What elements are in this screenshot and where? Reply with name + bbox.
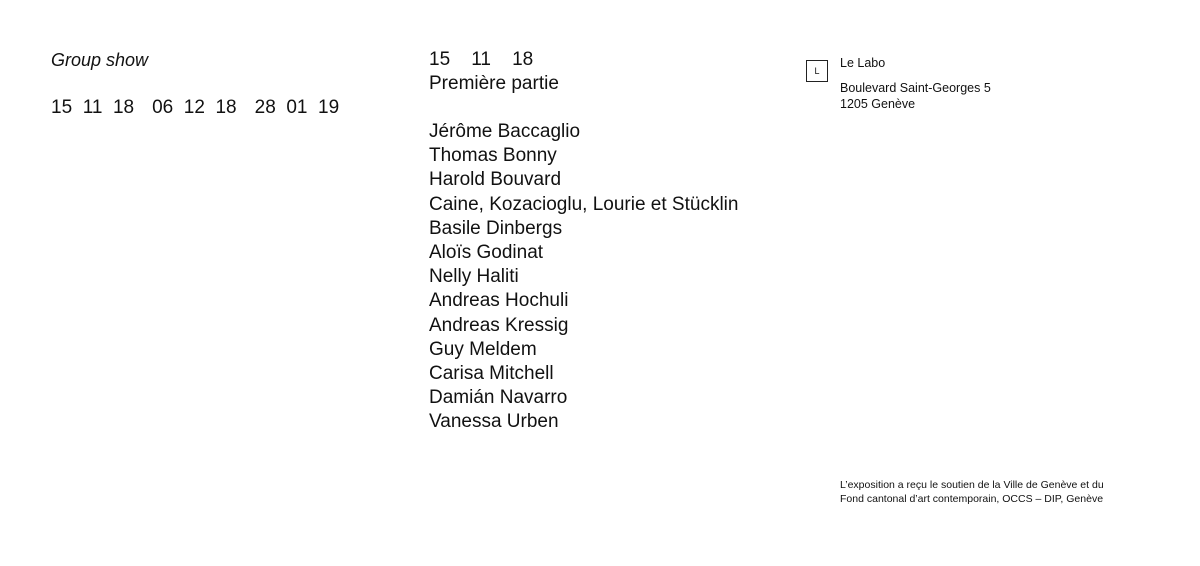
credits-line-2: Fond cantonal d’art contemporain, OCCS – DIP, Genève bbox=[840, 493, 1104, 505]
artist-name: Damián Navarro bbox=[429, 387, 568, 409]
part-one-title: Première partie bbox=[429, 73, 559, 94]
support-credits bbox=[840, 478, 1160, 506]
part-one-section bbox=[429, 48, 738, 435]
venue-logo: L bbox=[806, 60, 828, 82]
artist-name: Aloïs Godinat bbox=[429, 242, 544, 264]
credits-line-1: L’exposition a reçu le soutien de la Ville de Genève et du bbox=[840, 479, 1104, 491]
exhibition-dates bbox=[51, 96, 339, 120]
date-part-3: 28 01 19 bbox=[254, 97, 340, 118]
artist-name: Jérôme Baccaglio bbox=[429, 121, 581, 142]
artist-name: Vanessa Urben bbox=[429, 411, 559, 433]
artist-name: Andreas Kressig bbox=[429, 314, 569, 336]
artist-name: Guy Meldem bbox=[429, 338, 537, 360]
part-one-date: 15 11 18 bbox=[429, 49, 534, 70]
artist-list bbox=[429, 120, 738, 435]
artist-name: Nelly Haliti bbox=[429, 266, 519, 288]
exhibition-kicker: Group show bbox=[51, 50, 149, 70]
artist-name: Caine, Kozacioglu, Lourie et Stücklin bbox=[429, 193, 739, 215]
address-street: Boulevard Saint-Georges 5 bbox=[840, 81, 991, 95]
artist-name: Andreas Hochuli bbox=[429, 290, 569, 312]
exhibition-summary bbox=[51, 48, 339, 120]
artist-name: Carisa Mitchell bbox=[429, 363, 554, 385]
address-city: 1205 Genève bbox=[840, 97, 916, 111]
venue-address bbox=[840, 80, 991, 112]
venue-name: Le Labo bbox=[840, 56, 886, 70]
artist-name: Thomas Bonny bbox=[429, 145, 557, 167]
artist-name: Harold Bouvard bbox=[429, 169, 562, 191]
date-part-1: 15 11 18 bbox=[51, 97, 135, 118]
date-part-2: 06 12 18 bbox=[152, 97, 237, 118]
artist-name: Basile Dinbergs bbox=[429, 217, 563, 239]
